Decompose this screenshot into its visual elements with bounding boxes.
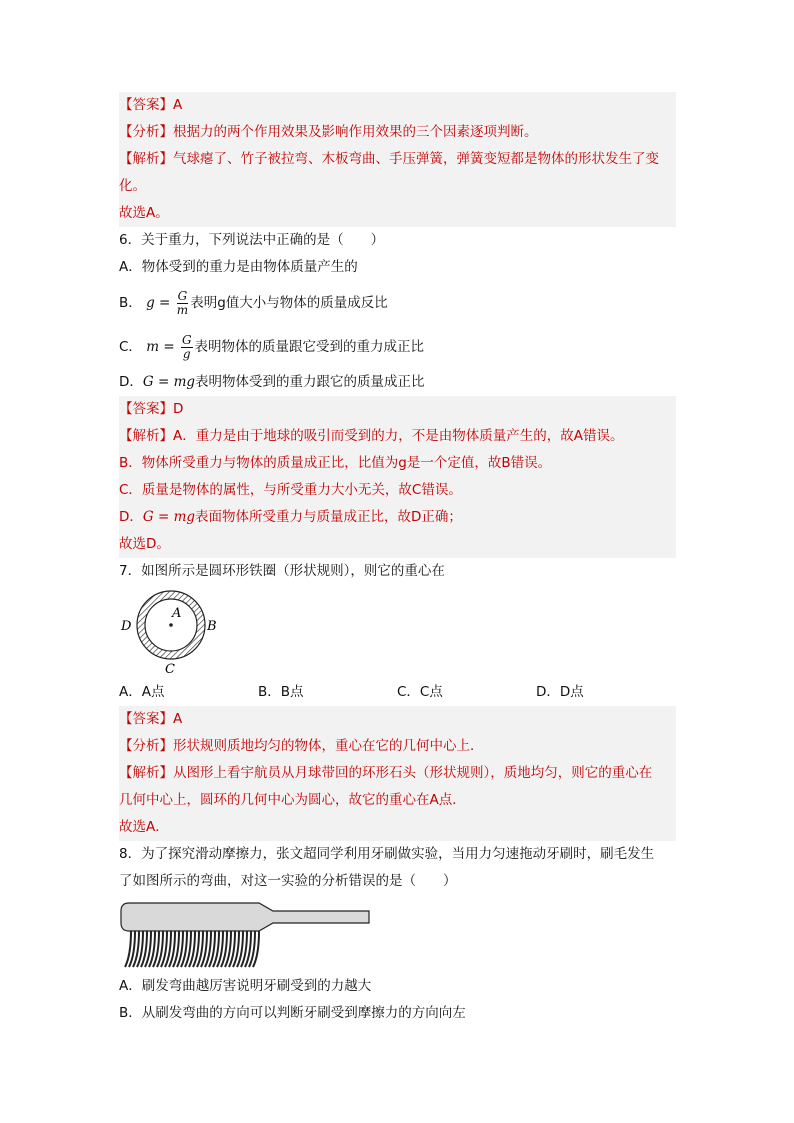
q8-stem-line2: 了如图所示的弯曲，对这一实验的分析错误的是（ ） xyxy=(119,873,457,889)
answer-tag: 【答案】 xyxy=(119,711,173,727)
formula: G = mg xyxy=(142,509,196,525)
q7-choice: 故选A． xyxy=(119,819,169,835)
explain-tag: 【解析】 xyxy=(119,765,173,781)
ring-figure xyxy=(119,585,676,679)
option-text: 表明g值大小与物体的质量成反比 xyxy=(190,295,388,311)
q6-explain-a xyxy=(119,423,676,450)
label-c: C xyxy=(165,662,175,677)
document-page xyxy=(119,92,676,1027)
q6-explain-c: C．质量是物体的属性，与所受重力大小无关，故C错误。 xyxy=(119,482,462,498)
fraction-denominator: g xyxy=(182,346,191,361)
q7-option-c: C．C点 xyxy=(397,684,443,700)
q7-analysis-line xyxy=(119,733,676,760)
formula-lhs: m = xyxy=(146,339,175,355)
q6-option-b xyxy=(119,281,676,325)
explain-text: 表面物体所受重力与质量成正比，故D正确； xyxy=(195,509,462,525)
q5-answer-line xyxy=(119,92,676,119)
label-a: A xyxy=(172,606,182,621)
fraction xyxy=(177,290,189,317)
label-b: B xyxy=(207,619,217,634)
toothbrush-diagram xyxy=(119,895,379,971)
analysis-text: 根据力的两个作用效果及影响作用效果的三个因素逐项判断。 xyxy=(173,124,538,140)
bristles xyxy=(125,931,259,967)
q8-stem-line1: 8．为了探究滑动摩擦力，张文超同学利用牙刷做实验，当用力匀速拖动牙刷时，刷毛发生 xyxy=(119,846,655,862)
fraction-denominator: m xyxy=(176,302,189,317)
explain-tag: 【解析】 xyxy=(119,428,173,444)
formula: G = mg xyxy=(142,374,196,390)
q7-answer-line xyxy=(119,706,676,733)
explain-text: A．重力是由于地球的吸引而受到的力，不是由物体质量产生的，故A错误。 xyxy=(173,428,624,444)
q6-answer-block xyxy=(119,396,676,558)
explain-text: 从图形上看宇航员从月球带回的环形石头（形状规则），质地均匀，则它的重心在 xyxy=(173,765,653,781)
analysis-text: 形状规则质地均匀的物体，重心在它的几何中心上． xyxy=(173,738,484,754)
q5-answer-block xyxy=(119,92,676,227)
option-prefix: D． xyxy=(119,509,143,525)
explain-text: 气球瘪了、竹子被拉弯、木板弯曲、手压弹簧，弹簧变短都是物体的形状发生了变 xyxy=(173,151,659,167)
q7-answer-block xyxy=(119,706,676,841)
q7-explain-line1 xyxy=(119,760,676,787)
answer-value: A xyxy=(173,97,183,113)
q5-choice: 故选A。 xyxy=(119,205,169,221)
q6-choice: 故选D。 xyxy=(119,536,170,552)
q7-option-d: D．D点 xyxy=(536,684,584,700)
option-text: 表明物体的质量跟它受到的重力成正比 xyxy=(194,339,425,355)
q7-option-a: A．A点 xyxy=(119,684,165,700)
answer-value: D xyxy=(173,401,184,417)
label-d: D xyxy=(121,619,132,634)
analysis-tag: 【分析】 xyxy=(119,738,173,754)
toothbrush-figure xyxy=(119,895,676,973)
answer-tag: 【答案】 xyxy=(119,97,173,113)
answer-tag: 【答案】 xyxy=(119,401,173,417)
q6-option-a: A．物体受到的重力是由物体质量产生的 xyxy=(119,259,358,275)
q7-explain-line2: 几何中心上，圆环的几何中心为圆心，故它的重心在A点． xyxy=(119,792,466,808)
explain-tag: 【解析】 xyxy=(119,151,173,167)
center-point xyxy=(169,623,173,627)
fraction xyxy=(181,334,193,361)
q6-explain-b: B．物体所受重力与物体的质量成正比，比值为g是一个定值，故B错误。 xyxy=(119,455,552,471)
q6-stem: 6．关于重力，下列说法中正确的是（ ） xyxy=(119,232,385,248)
toothbrush-handle xyxy=(121,903,369,931)
q7-options xyxy=(119,679,676,706)
q5-explain-line2: 化。 xyxy=(119,178,146,194)
q7-option-b: B．B点 xyxy=(258,684,304,700)
q6-answer-line xyxy=(119,396,676,423)
option-text: 表明物体受到的重力跟它的质量成正比 xyxy=(195,374,425,390)
fraction-numerator: G xyxy=(177,288,188,303)
option-prefix: D． xyxy=(119,374,143,390)
q7-stem: 7．如图所示是圆环形铁圈（形状规则），则它的重心在 xyxy=(119,563,445,579)
q8-option-b: B．从刷发弯曲的方向可以判断牙刷受到摩擦力的方向向左 xyxy=(119,1005,466,1021)
ring-diagram xyxy=(119,585,239,677)
q6-explain-d xyxy=(119,504,676,531)
formula-lhs: g = xyxy=(146,295,171,311)
fraction-numerator: G xyxy=(181,332,192,347)
analysis-tag: 【分析】 xyxy=(119,124,173,140)
q5-explain-line1 xyxy=(119,146,676,173)
q8-option-a: A．刷发弯曲越厉害说明牙刷受到的力越大 xyxy=(119,978,372,994)
option-prefix: C． xyxy=(119,339,142,355)
answer-value: A xyxy=(173,711,183,727)
q5-analysis-line xyxy=(119,119,676,146)
q6-option-c xyxy=(119,325,676,369)
option-prefix: B． xyxy=(119,295,142,311)
q6-option-d xyxy=(119,369,676,396)
